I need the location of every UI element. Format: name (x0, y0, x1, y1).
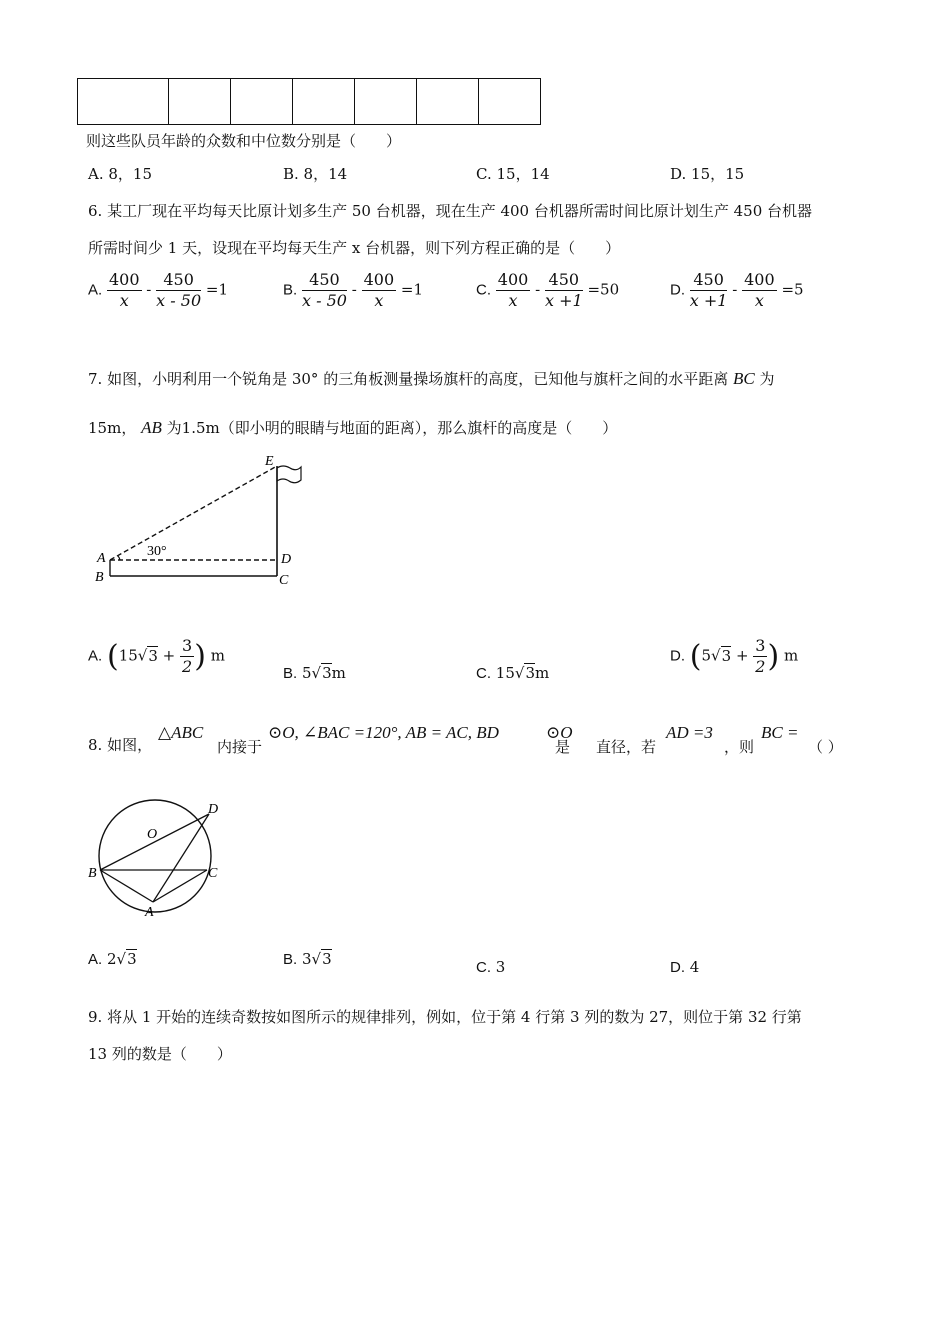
q8-option-c[interactable]: C. 3 (476, 958, 506, 976)
circle-figure (85, 792, 230, 922)
point-c: C (208, 866, 218, 881)
q8-then: ，则 (724, 738, 755, 756)
diameter-bd (100, 814, 209, 870)
q5-option-d[interactable]: D. 15，15 (670, 165, 745, 183)
point-c: C (279, 573, 289, 588)
fraction: $\frac{450}{x +1}$ (544, 270, 583, 310)
q5-question: 则这些队员年龄的众数和中位数分别是（ ） (86, 132, 402, 150)
q8-prefix: 8. 如图， (88, 736, 153, 754)
q8-ad: AD =3 (666, 723, 713, 742)
q8-triangle: △ABC (158, 723, 204, 742)
flagpole-figure (85, 448, 315, 593)
angle-label: 30° (147, 544, 167, 559)
chord-ca (153, 870, 207, 902)
point-d: D (281, 552, 292, 567)
q7-option-a[interactable]: A. (15√3 + $\frac{3}{2}$ ) m (88, 636, 225, 676)
sight-line-ae (110, 466, 277, 560)
fraction: $\frac{450}{x - 50}$ (156, 270, 202, 310)
point-a: A (97, 551, 106, 566)
point-e: E (265, 454, 274, 469)
fraction: $\frac{450}{x +1}$ (689, 270, 728, 310)
q9-line1: 9. 将从 1 开始的连续奇数按如图所示的规律排列，例如，位于第 4 行第 3 列的数为 27，则位于第 32 行第 (88, 1008, 802, 1026)
q8-circle: ⊙O (546, 723, 573, 742)
fraction: $\frac{400}{x}$ (363, 270, 395, 310)
q5-option-c[interactable]: C. 15，14 (476, 165, 550, 183)
q5-option-a[interactable]: A. 8，15 (88, 165, 152, 183)
q6-option-b[interactable]: B. $\frac{450}{x - 50}$ - $\frac{400}{x}$ =1 (283, 270, 424, 310)
q5-option-b[interactable]: B. 8，14 (283, 165, 348, 183)
q7-option-c[interactable]: C. 15√3m (476, 664, 550, 682)
q7-line2: 15m， AB 为1.5m（即小明的眼睛与地面的距离），那么旗杆的高度是（ ） (88, 418, 618, 437)
q8-option-d[interactable]: D. 4 (670, 958, 700, 976)
q7-option-d[interactable]: D. (5√3 + $\frac{3}{2}$ ) m (670, 636, 799, 676)
q8-inscribed: 内接于 (217, 738, 263, 756)
age-table (77, 78, 541, 125)
q7-option-b[interactable]: B. 5√3m (283, 664, 346, 682)
point-a: A (145, 905, 154, 920)
fraction: $\frac{3}{2}$ (755, 636, 766, 676)
fraction: $\frac{3}{2}$ (182, 636, 193, 676)
point-b: B (88, 866, 97, 881)
q6-option-a[interactable]: A. $\frac{400}{x}$ - $\frac{450}{x - 50}$ =1 (88, 270, 229, 310)
q8-option-b[interactable]: B. 3√3 (283, 950, 332, 968)
q7-line1: 7. 如图，小明利用一个锐角是 30° 的三角板测量操场旗杆的高度，已知他与旗杆之间的水平距离 BC 为 (88, 369, 775, 388)
q6-option-d[interactable]: D. $\frac{450}{x +1}$ - $\frac{400}{x}$ =5 (670, 270, 804, 310)
q8-paren: （ ） (808, 738, 843, 756)
flag-icon (277, 466, 301, 483)
q9-line2: 13 列的数是（ ） (88, 1045, 232, 1063)
fraction: $\frac{450}{x - 50}$ (301, 270, 347, 310)
point-o: O (147, 827, 158, 842)
circle-o (99, 800, 211, 912)
point-d: D (208, 802, 219, 817)
q8-option-a[interactable]: A. 2√3 (88, 950, 137, 968)
table-row (78, 79, 541, 125)
point-b: B (95, 570, 104, 585)
fraction: $\frac{400}{x}$ (108, 270, 140, 310)
q8-bc: BC = (761, 723, 799, 742)
fraction: $\frac{400}{x}$ (744, 270, 775, 310)
q6-line2: 所需时间少 1 天，设现在平均每天生产 x 台机器，则下列方程正确的是（ ） (88, 239, 621, 257)
q6-option-c[interactable]: C. $\frac{400}{x}$ - $\frac{450}{x +1}$ =50 (476, 270, 620, 310)
q8-diameter: 直径，若 (596, 738, 657, 756)
q8-is: 是 (555, 738, 571, 756)
q6-line1: 6. 某工厂现在平均每天比原计划多生产 50 台机器，现在生产 400 台机器所需时间比原计划生产 450 台机器 (88, 202, 813, 220)
fraction: $\frac{400}{x}$ (497, 270, 529, 310)
q8-conditions: ⊙O, ∠BAC =120°, AB = AC, BD (268, 723, 499, 742)
